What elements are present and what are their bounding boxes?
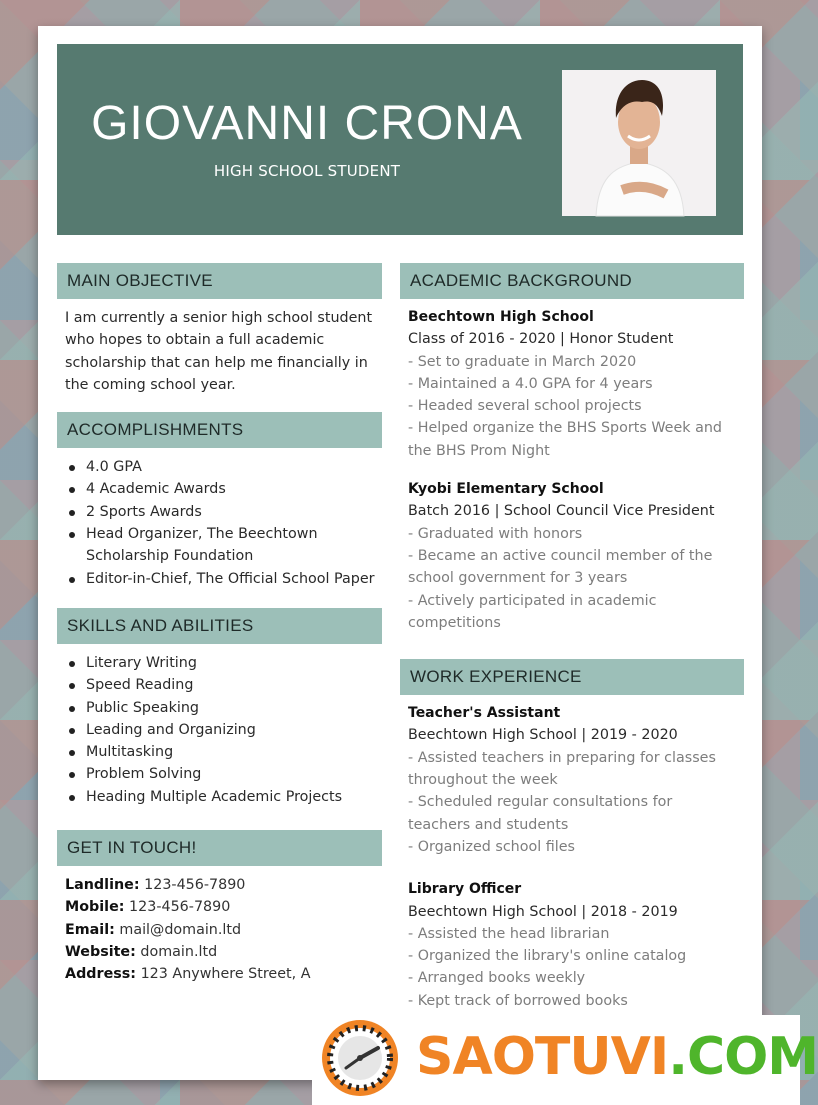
watermark-logo — [312, 1015, 818, 1105]
contact-mobile — [65, 896, 374, 918]
objective-section — [57, 263, 382, 396]
list-item: Head Organizer, The Beechtown Scholarship Foundation — [67, 523, 382, 568]
section-heading: ACADEMIC BACKGROUND — [400, 263, 744, 299]
right-column — [400, 263, 744, 1012]
academic-entry — [400, 478, 744, 634]
contact-value: 123-456-7890 — [129, 899, 231, 916]
entry-point: - Organized school files — [408, 838, 575, 855]
entry-point: - Assisted teachers in preparing for classes throughout the week — [408, 749, 716, 789]
work-entry — [400, 695, 744, 858]
section-heading: SKILLS AND ABILITIES — [57, 608, 382, 644]
entry-subtitle: Batch 2016 | School Council Vice President — [408, 503, 715, 520]
section-heading: ACCOMPLISHMENTS — [57, 412, 382, 448]
list-item: Heading Multiple Academic Projects — [67, 786, 382, 808]
work-section — [400, 659, 744, 1012]
section-heading: MAIN OBJECTIVE — [57, 263, 382, 299]
person-portrait-icon — [562, 70, 716, 216]
entry-point: - Organized the library's online catalog — [408, 948, 687, 965]
resume-page — [38, 26, 762, 1080]
watermark-text-main: SAOTUVI — [416, 1027, 669, 1087]
contact-label: Mobile: — [65, 899, 125, 916]
left-column — [57, 263, 382, 986]
academic-section — [400, 263, 744, 634]
section-heading: WORK EXPERIENCE — [400, 659, 744, 695]
clock-icon — [320, 1018, 400, 1098]
objective-text: I am currently a senior high school student who hopes to obtain a full academic scholarship that can help me financially in the coming school year. — [65, 310, 373, 393]
contact-label: Landline: — [65, 877, 140, 894]
list-item: Leading and Organizing — [67, 719, 382, 741]
resume-header — [57, 44, 743, 235]
entry-point: - Arranged books weekly — [408, 970, 586, 987]
candidate-role: HIGH SCHOOL STUDENT — [213, 162, 401, 180]
contact-value: 123-456-7890 — [144, 877, 246, 894]
profile-photo — [562, 70, 716, 216]
list-item: 4 Academic Awards — [67, 478, 382, 500]
contact-address — [65, 963, 374, 985]
list-item: Public Speaking — [67, 697, 382, 719]
entry-title: Teacher's Assistant — [408, 705, 561, 722]
accomplishments-section — [57, 412, 382, 590]
skills-section — [57, 608, 382, 808]
list-item: 4.0 GPA — [67, 456, 382, 478]
section-heading: GET IN TOUCH! — [57, 830, 382, 866]
entry-point: - Helped organize the BHS Sports Week and the BHS Prom Night — [408, 420, 722, 459]
accomplishments-list — [57, 448, 382, 590]
academic-entry — [400, 299, 744, 462]
candidate-name: GIOVANNI CRONA — [91, 97, 523, 150]
contact-value: mail@domain.ltd — [119, 921, 242, 938]
contact-website — [65, 941, 374, 963]
contact-section — [57, 830, 382, 985]
list-item: Speed Reading — [67, 674, 382, 696]
contact-value: 123 Anywhere Street, A — [140, 966, 311, 983]
contact-details — [57, 866, 382, 985]
contact-label: Website: — [65, 943, 136, 960]
contact-label: Email: — [65, 921, 115, 938]
list-item: Multitasking — [67, 741, 382, 763]
contact-landline — [65, 874, 374, 896]
list-item: Literary Writing — [67, 652, 382, 674]
entry-title: Kyobi Elementary School — [408, 481, 604, 498]
list-item: 2 Sports Awards — [67, 501, 382, 523]
entry-point: - Scheduled regular consultations for teachers and students — [408, 794, 673, 833]
entry-point: - Assisted the head librarian — [408, 925, 610, 942]
entry-title: Beechtown High School — [408, 309, 594, 325]
entry-point: - Graduated with honors — [408, 525, 583, 542]
contact-label: Address: — [65, 966, 137, 983]
work-entry — [400, 878, 744, 1012]
entry-subtitle: Beechtown High School | 2019 - 2020 — [408, 727, 678, 744]
entry-point: - Maintained a 4.0 GPA for 4 years — [408, 375, 653, 392]
contact-email — [65, 919, 374, 941]
entry-point: - Headed several school projects — [408, 398, 642, 415]
entry-point: - Became an active council member of the school government for 3 years — [408, 547, 713, 587]
watermark-text-domain: .COM — [668, 1027, 818, 1087]
list-item: Problem Solving — [67, 763, 382, 785]
entry-subtitle: Beechtown High School | 2018 - 2019 — [408, 903, 678, 920]
entry-subtitle: Class of 2016 - 2020 | Honor Student — [408, 331, 674, 348]
entry-point: - Kept track of borrowed books — [408, 992, 628, 1009]
contact-value: domain.ltd — [140, 943, 218, 960]
entry-title: Library Officer — [408, 881, 522, 898]
watermark-text — [416, 1027, 818, 1087]
entry-point: - Actively participated in academic competitions — [408, 592, 657, 631]
skills-list — [57, 644, 382, 808]
entry-point: - Set to graduate in March 2020 — [408, 353, 637, 370]
list-item: Editor-in-Chief, The Official School Paper — [67, 568, 382, 590]
